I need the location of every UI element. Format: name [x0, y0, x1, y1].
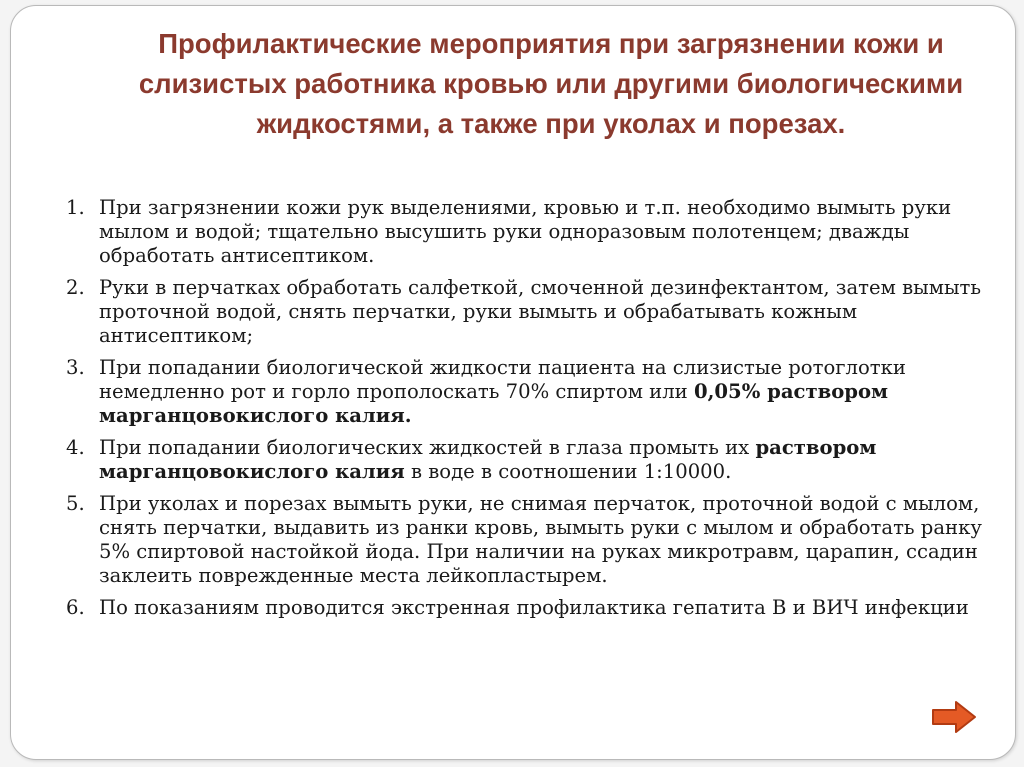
- item-text: Руки в перчатках обработать салфеткой, смоченной дезинфектантом, затем вымыть проточной водой, снять перчатки, руки вымыть и обрабатывать кожным антисептиком;: [99, 276, 982, 347]
- item-text: По показаниям проводится экстренная профилактика гепатита В и ВИЧ инфекции: [99, 596, 969, 619]
- list-item: [46, 276, 986, 348]
- next-slide-button[interactable]: [931, 699, 977, 735]
- item-number: 3.: [66, 356, 85, 379]
- item-text-bold: раствором марганцовокислого калия: [99, 436, 877, 483]
- item-text-bold: 0,05% раствором марганцовокислого калия.: [99, 380, 889, 427]
- measures-list: [46, 196, 986, 628]
- arrow-right-icon: [931, 699, 977, 735]
- item-text: При попадании биологических жидкостей в глаза промыть их: [99, 436, 756, 459]
- item-number: 6.: [66, 596, 85, 619]
- item-text: При попадании биологической жидкости пациента на слизистые ротоглотки немедленно рот и горло прополоскать 70% спиртом или: [99, 356, 906, 403]
- item-number: 2.: [66, 276, 85, 299]
- list-item: [46, 436, 986, 484]
- list-item: [46, 596, 986, 620]
- item-number: 5.: [66, 492, 85, 515]
- item-number: 1.: [66, 196, 85, 219]
- list-item: [46, 356, 986, 428]
- item-text: При загрязнении кожи рук выделениями, кровью и т.п. необходимо вымыть руки мылом и водой; тщательно высушить руки одноразовым полотенцем; дважды обработать антисептиком.: [99, 196, 952, 267]
- item-text-after: в воде в соотношении 1:10000.: [404, 460, 732, 483]
- item-number: 4.: [66, 436, 85, 459]
- item-text: При уколах и порезах вымыть руки, не снимая перчаток, проточной водой с мылом, снять перчатки, выдавить из ранки кровь, вымыть руки с мылом и обработать ранку 5% спиртовой настойкой йода. При наличии на руках микротравм, царапин, ссадин заклеить поврежденные места лейкопластырем.: [99, 492, 982, 587]
- list-item: [46, 196, 986, 268]
- slide-title: Профилактические мероприятия при загрязнении кожи и слизистых работника кровью или другими биологическими жидкостями, а также при уколах и порезах.: [138, 28, 964, 139]
- list-item: [46, 492, 986, 588]
- slide-frame: [10, 5, 1016, 760]
